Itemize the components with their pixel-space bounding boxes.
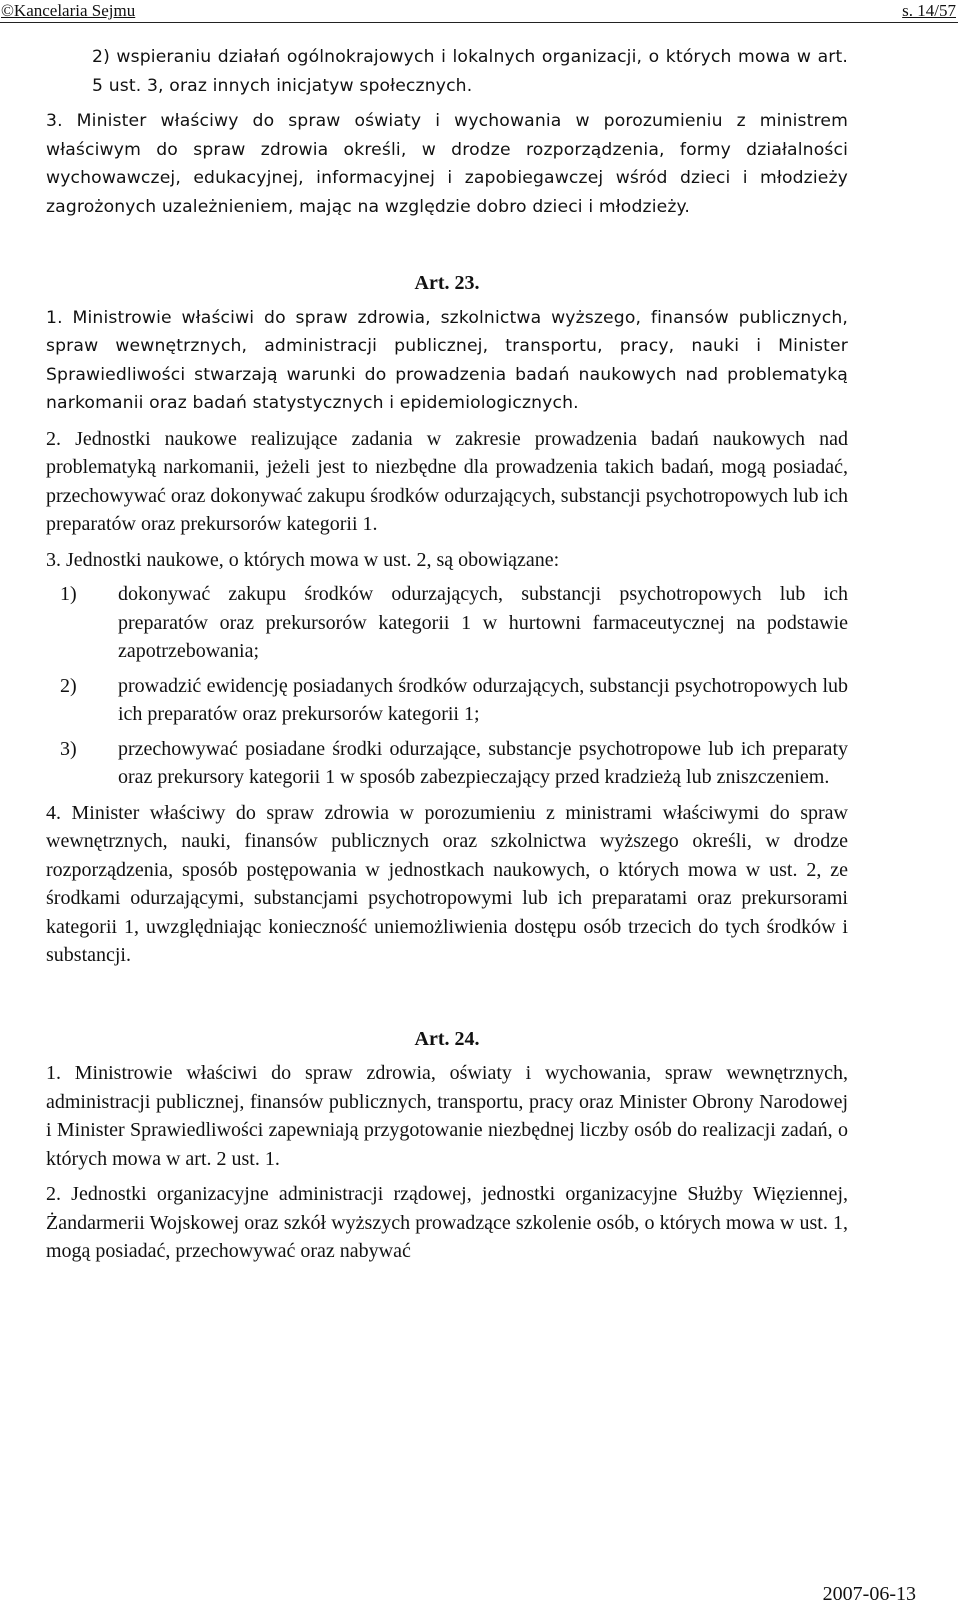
article-24-heading: Art. 24. [414,1027,480,1050]
document-body [46,43,848,1266]
list-item [46,735,848,792]
art23-paragraph-4: 4. Minister właściwy do spraw zdrowia w porozumieniu z ministrami właściwymi do spraw wewnętrznych, nauki, finansów publicznych oraz szkolnictwa wyższego określi, w drodze rozporządzenia, sposób postępowania w jednostkach naukowych, o których mowa w ust. 2, ze środkami odurzającymi, substancjami psychotropowymi lub ich preparatami oraz prekursorami kategorii 1, uwzględniając konieczność uniemożliwienia dostępu osób trzecich do tych środków i substancji. [46,801,848,966]
paragraph-item-2: 2) wspieraniu działań ogólnokrajowych i lokalnych organizacji, o których mowa w art. 5 ust. 3, oraz innych inicjatyw społecznych. [92,47,848,96]
list-item [46,672,848,729]
list-item [46,580,848,666]
art23-paragraph-3: 3. Jednostki naukowe, o których mowa w ust. 2, są obowiązane: [46,548,560,571]
paragraph-3: 3. Minister właściwy do spraw oświaty i wychowania w porozumieniu z ministrem właściwym do spraw zdrowia określi, w drodze rozporządzenia, formy działalności wychowawczej, edukacyjnej, informacyjnej i zapobiegawczej wśród dzieci i młodzieży zagrożonych uzależnieniem, mając na względzie dobro dzieci i młodzieży. [46,111,848,217]
art23-paragraph-1: 1. Ministrowie właściwi do spraw zdrowia, szkolnictwa wyższego, finansów publicznych, spraw wewnętrznych, administracji publicznej, transportu, pracy, nauki i Minister Sprawiedliwości stwarzają warunki do prowadzenia badań naukowych nad problematyką narkomanii oraz badań statystycznych i epidemiologicznych. [46,307,848,413]
footer-date: 2007-06-13 [822,1583,916,1605]
list-item-number: 3) [60,737,77,760]
header-divider [0,22,958,23]
page-header [0,0,960,24]
copyright-link[interactable]: ©Kancelaria Sejmu [1,1,136,20]
list-item-text: dokonywać zakupu środków odurzających, substancji psychotropowych lub ich preparatów oraz prekursorów kategorii 1 w hurtowni farmaceutycznej na podstawie zapotrzebowania; [118,583,848,662]
art24-paragraph-2: 2. Jednostki organizacyjne administracji rządowej, jednostki organizacyjne Służby Więziennej, Żandarmerii Wojskowej oraz szkół wyższych prowadzące szkolenie osób, o których mowa w ust. 1, mogą posiadać, przechowywać oraz nabywać [46,1183,848,1262]
list-item-number: 1) [60,583,77,605]
list-item-text: prowadzić ewidencję posiadanych środków odurzających, substancji psychotropowych lub ich preparatów oraz prekursorów kategorii 1; [118,674,848,725]
art23-paragraph-2: 2. Jednostki naukowe realizujące zadania w zakresie prowadzenia badań naukowych nad problematyką narkomanii, jeżeli jest to niezbędne dla prowadzenia takich badań, mogą posiadać, przechowywać oraz dokonywać zakupu środków odurzających, substancji psychotropowych lub ich preparatów oraz prekursorów kategorii 1. [46,427,848,535]
page-number-link[interactable]: s. 14/57 [902,1,956,20]
list-item-number: 2) [60,674,77,697]
article-23-heading: Art. 23. [414,272,480,294]
list-item-text: przechowywać posiadane środki odurzające, substancje psychotropowe lub ich preparaty oraz prekursory kategorii 1 w sposób zabezpieczający przed kradzieżą lub zniszczeniem. [118,737,848,788]
art24-paragraph-1: 1. Ministrowie właściwi do spraw zdrowia, oświaty i wychowania, spraw wewnętrznych, administracji publicznej, finansów publicznych, transportu, pracy oraz Minister Obrony Narodowej i Minister Sprawiedliwości zapewniają przygotowanie niezbędnej liczby osób do realizacji zadań, o których mowa w art. 2 ust. 1. [46,1062,848,1170]
